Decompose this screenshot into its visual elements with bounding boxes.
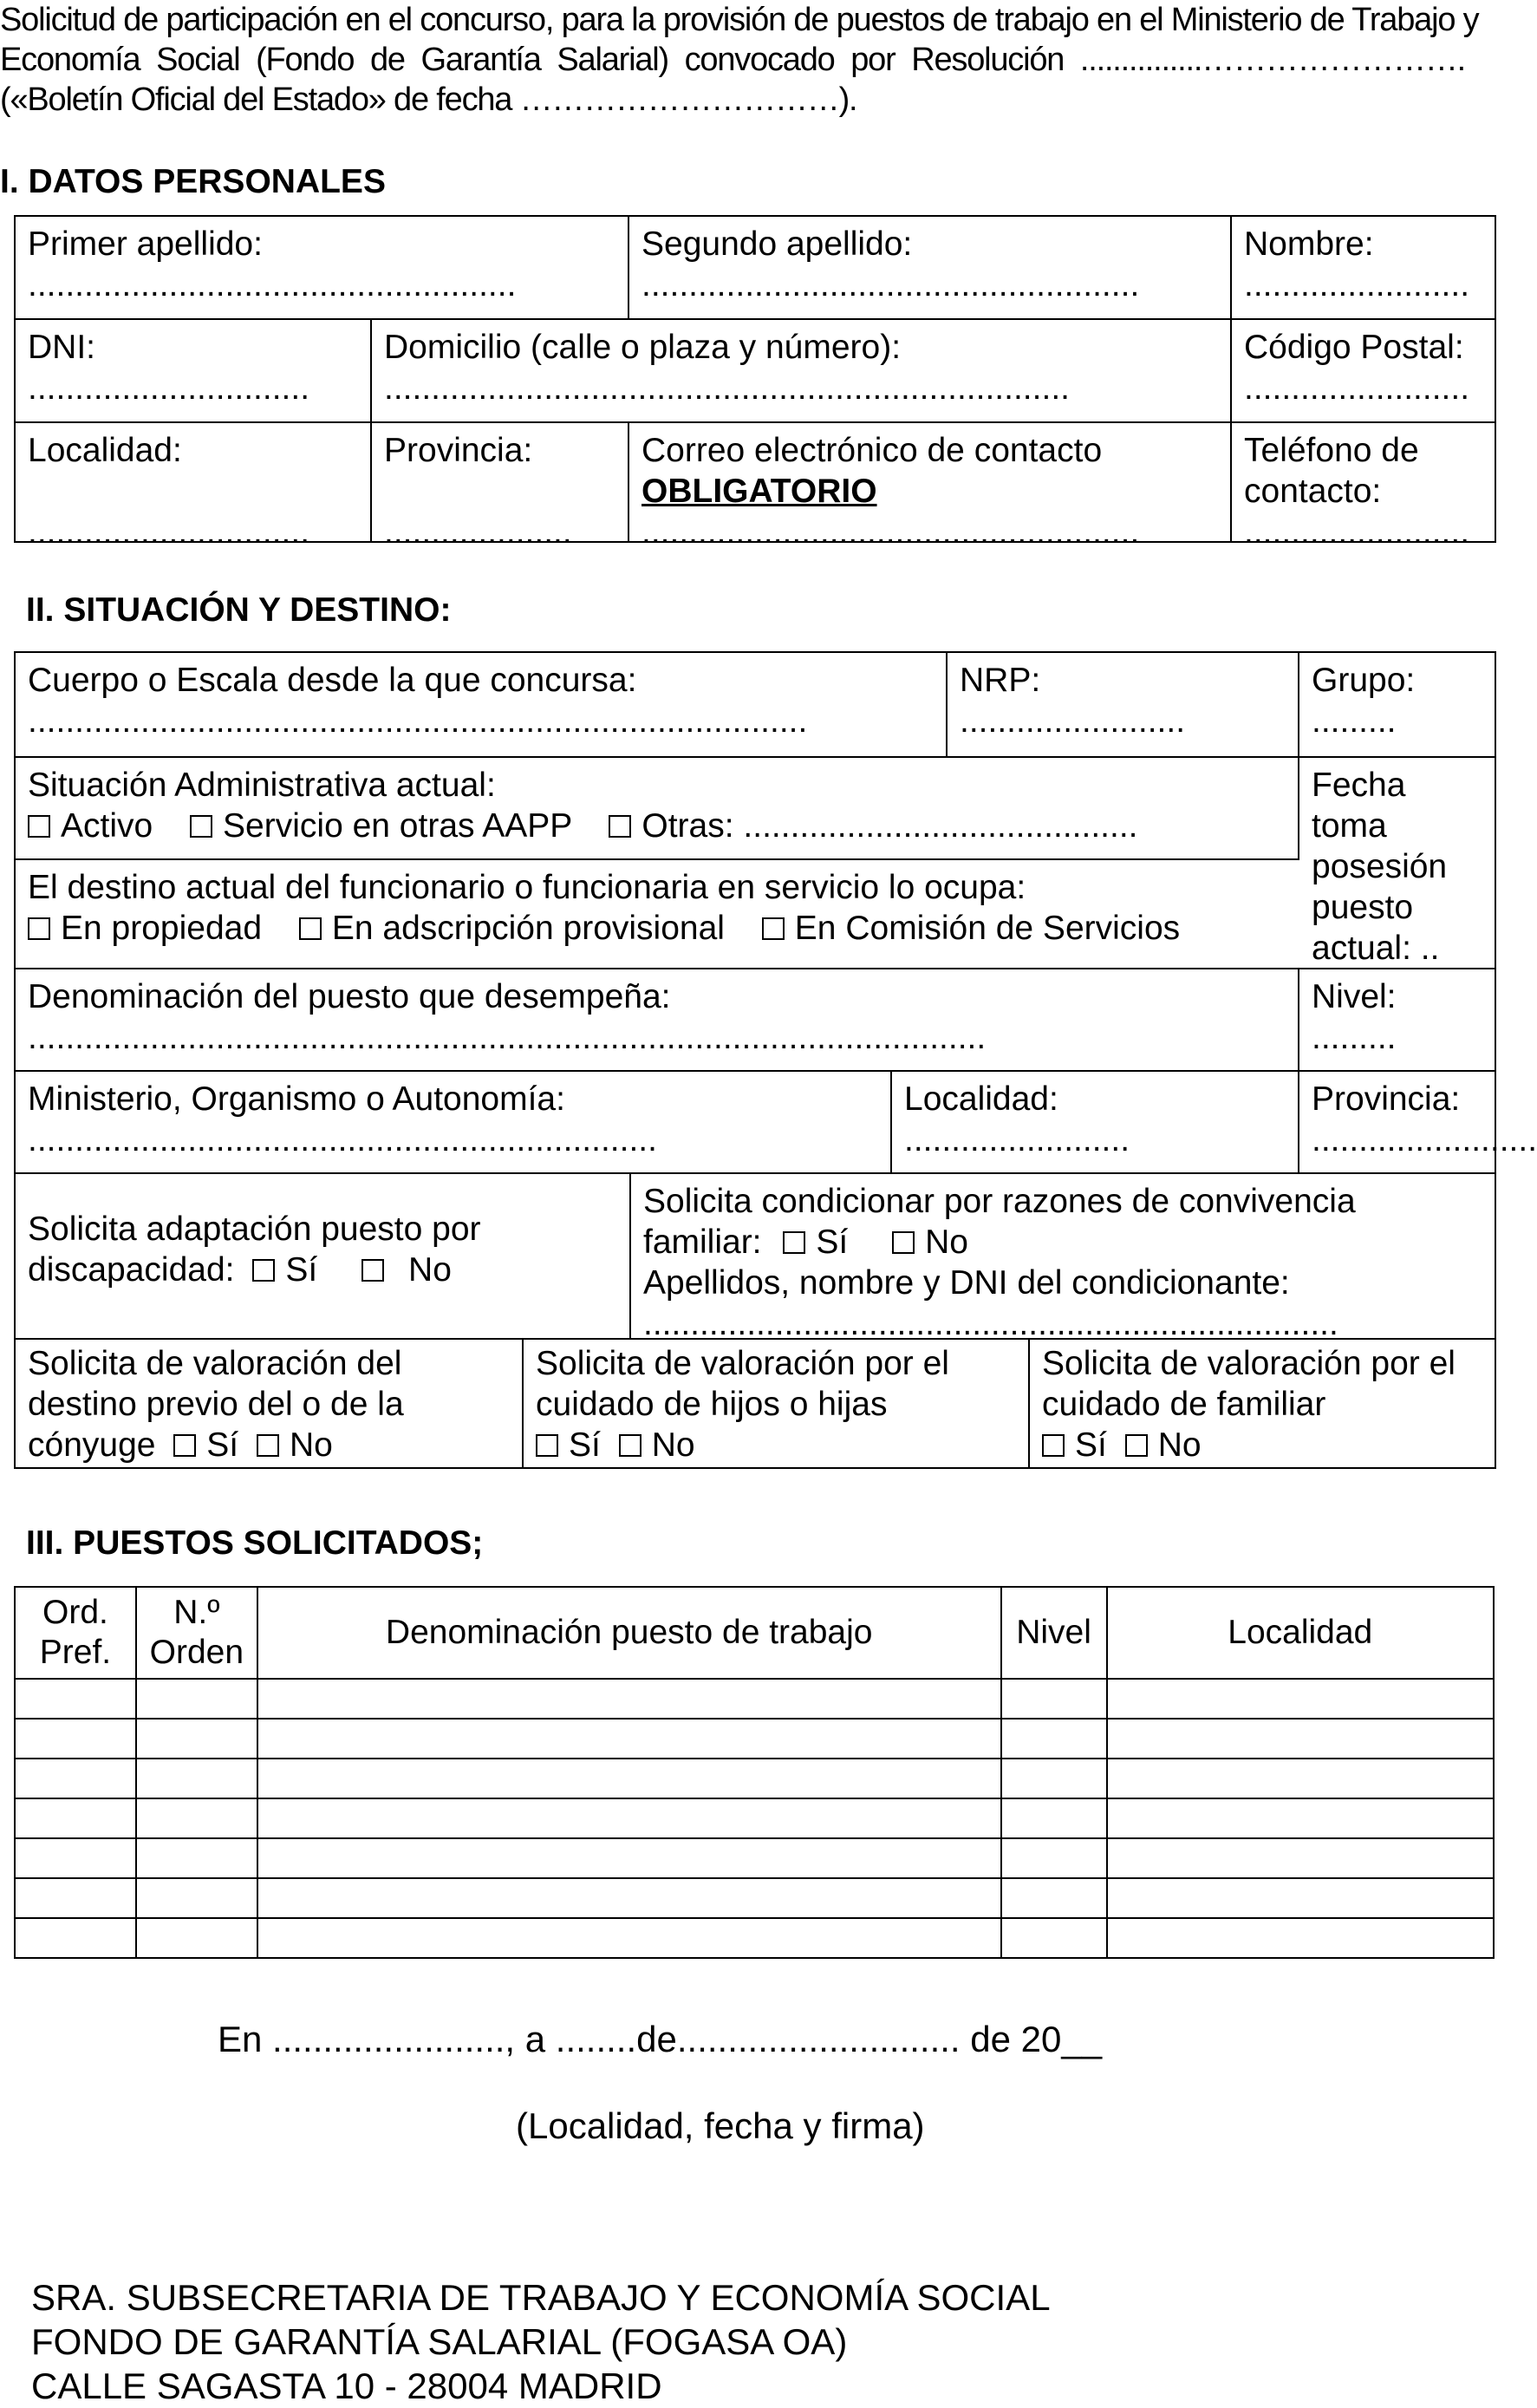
segundo-apellido-field[interactable] <box>629 217 1232 320</box>
puestos-header-row <box>15 1587 1494 1679</box>
table-cell[interactable] <box>15 1878 136 1918</box>
nrp-label: NRP: <box>960 662 1041 699</box>
fecha-line: En ......................., a ........de............................ de 20__ <box>218 2019 1103 2059</box>
condicionante-label: Apellidos, nombre y DNI del condicionante: <box>643 1264 1290 1302</box>
table-cell[interactable] <box>136 1719 257 1759</box>
otras-label: Otras: .......................................... <box>642 807 1138 845</box>
servicio-otras-label: Servicio en otras AAPP <box>223 807 572 845</box>
comision-label: En Comisión de Servicios <box>794 910 1181 947</box>
hijos-si-label: Sí <box>569 1426 601 1464</box>
valoracion-conyuge-label-2: destino previo del o de la <box>28 1386 404 1423</box>
denominacion-dots: ...................................................................................................... <box>28 1019 987 1056</box>
codigo-postal-field[interactable] <box>1232 320 1496 423</box>
primer-apellido-field[interactable] <box>16 217 629 320</box>
convivencia-no-label: No <box>925 1224 968 1261</box>
provincia-destino-field[interactable] <box>1299 1072 1537 1174</box>
col-nivel-header: Nivel <box>1001 1587 1107 1679</box>
correo-dots: ..................................................... <box>642 513 1140 551</box>
destinatario-block <box>31 2275 1051 2408</box>
puestos-table <box>14 1586 1495 1959</box>
propiedad-label: En propiedad <box>61 910 263 947</box>
valoracion-conyuge-label-3: cónyuge <box>28 1426 156 1464</box>
ministerio-field[interactable] <box>16 1072 892 1174</box>
table-row <box>15 1918 1494 1958</box>
table-cell[interactable] <box>1107 1759 1494 1798</box>
destino-label: El destino actual del funcionario o funcionaria en servicio lo ocupa: <box>28 869 1026 906</box>
grupo-field[interactable] <box>1299 653 1496 758</box>
table-row <box>15 1838 1494 1878</box>
ministerio-label: Ministerio, Organismo o Autonomía: <box>28 1080 565 1118</box>
denominacion-label: Denominación del puesto que desempeña: <box>28 978 671 1015</box>
localidad-destino-field[interactable] <box>892 1072 1299 1174</box>
table-cell[interactable] <box>1107 1918 1494 1958</box>
nombre-dots: ........................ <box>1244 266 1470 303</box>
table-cell[interactable] <box>257 1918 1001 1958</box>
convivencia-si-label: Sí <box>816 1224 849 1261</box>
intro-line-2: Economía Social (Fondo de Garantía Salarial) convocado por Resolución ...............……………………. <box>0 42 1465 78</box>
section-2-title: II. SITUACIÓN Y DESTINO: <box>26 591 452 629</box>
conyuge-no-label: No <box>290 1426 333 1464</box>
familiar-no-checkbox[interactable] <box>1125 1434 1148 1457</box>
grupo-label: Grupo: <box>1312 662 1416 699</box>
table-cell[interactable] <box>257 1798 1001 1838</box>
destinatario-line-1: SRA. SUBSECRETARIA DE TRABAJO Y ECONOMÍA SOCIAL <box>31 2277 1051 2318</box>
conyuge-si-checkbox[interactable] <box>173 1434 196 1457</box>
valoracion-conyuge-field <box>16 1340 524 1467</box>
provincia-field[interactable] <box>372 423 629 551</box>
valoracion-familiar-field <box>1030 1340 1495 1467</box>
destinatario-line-2: FONDO DE GARANTÍA SALARIAL (FOGASA OA) <box>31 2321 848 2362</box>
localidad-dots: .............................. <box>28 513 310 551</box>
correo-label: Correo electrónico de contacto <box>642 432 1103 469</box>
primer-apellido-dots: .................................................... <box>28 266 517 303</box>
dni-label: DNI: <box>28 329 95 366</box>
adaptacion-si-label: Sí <box>285 1251 318 1289</box>
localidad-destino-label: Localidad: <box>904 1080 1058 1118</box>
table-cell[interactable] <box>1001 1679 1107 1719</box>
domicilio-field[interactable] <box>372 320 1232 423</box>
table-row <box>15 1679 1494 1719</box>
col-ord-pref-header: Ord. Pref. <box>15 1587 136 1679</box>
adaptacion-no-checkbox[interactable] <box>361 1259 384 1282</box>
table-row <box>15 1798 1494 1838</box>
cuerpo-field[interactable] <box>16 653 948 758</box>
convivencia-no-checkbox[interactable] <box>892 1231 915 1254</box>
hijos-no-label: No <box>651 1426 695 1464</box>
servicio-otras-checkbox[interactable] <box>190 815 212 838</box>
destinatario-line-3: CALLE SAGASTA 10 - 28004 MADRID <box>31 2366 662 2406</box>
situacion-label: Situación Administrativa actual: <box>28 767 496 804</box>
familiar-si-label: Sí <box>1075 1426 1107 1464</box>
provincia-destino-label: Provincia: <box>1312 1080 1461 1118</box>
table-cell[interactable] <box>1107 1679 1494 1719</box>
col-denominacion-header: Denominación puesto de trabajo <box>257 1587 1001 1679</box>
telefono-dots: ........................ <box>1244 513 1470 551</box>
adaptacion-si-checkbox[interactable] <box>252 1259 275 1282</box>
adaptacion-no-label: No <box>408 1251 452 1289</box>
table-cell[interactable] <box>15 1798 136 1838</box>
segundo-apellido-label: Segundo apellido: <box>642 225 913 263</box>
activo-checkbox[interactable] <box>28 815 50 838</box>
table-cell[interactable] <box>1107 1878 1494 1918</box>
situation-table <box>14 651 1537 1469</box>
destino-field <box>16 860 1496 969</box>
segundo-apellido-dots: ..................................................... <box>642 266 1140 303</box>
table-cell[interactable] <box>1001 1918 1107 1958</box>
table-cell[interactable] <box>1107 1838 1494 1878</box>
grupo-dots: ......... <box>1312 702 1397 740</box>
table-cell[interactable] <box>136 1798 257 1838</box>
comision-checkbox[interactable] <box>762 917 785 940</box>
table-row <box>15 1878 1494 1918</box>
discapacidad-label: discapacidad: <box>28 1251 235 1289</box>
section-3-title: III. PUESTOS SOLICITADOS; <box>26 1524 484 1562</box>
denominacion-field[interactable] <box>16 969 1299 1072</box>
propiedad-checkbox[interactable] <box>28 917 50 940</box>
familiar-no-label: No <box>1157 1426 1202 1464</box>
table-cell[interactable] <box>1107 1798 1494 1838</box>
convivencia-si-checkbox[interactable] <box>783 1231 805 1254</box>
correo-field[interactable] <box>629 423 1232 551</box>
valoracion-familiar-label-1: Solicita de valoración por el <box>1042 1345 1456 1382</box>
localidad-label: Localidad: <box>28 432 182 469</box>
nombre-field[interactable] <box>1232 217 1496 320</box>
domicilio-label: Domicilio (calle o plaza y número): <box>384 329 902 366</box>
provincia-dots: .................... <box>384 513 572 551</box>
table-cell[interactable] <box>136 1918 257 1958</box>
intro-line-3: («Boletín Oficial del Estado» de fecha …………………………). <box>0 82 857 118</box>
col-localidad-header: Localidad <box>1107 1587 1494 1679</box>
convivencia-label: Solicita condicionar por razones de convivencia <box>643 1183 1356 1220</box>
convivencia-field <box>631 1174 1496 1340</box>
table-row <box>15 1719 1494 1759</box>
nivel-label: Nivel: <box>1312 978 1397 1015</box>
table-cell[interactable] <box>15 1918 136 1958</box>
conyuge-no-checkbox[interactable] <box>257 1434 279 1457</box>
hijos-no-checkbox[interactable] <box>619 1434 642 1457</box>
col-n-orden-header: N.º Orden <box>136 1587 257 1679</box>
table-cell[interactable] <box>15 1679 136 1719</box>
activo-label: Activo <box>61 807 153 845</box>
telefono-label: Teléfono de contacto: <box>1244 432 1419 510</box>
nivel-field[interactable] <box>1299 969 1496 1072</box>
table-cell[interactable] <box>1001 1759 1107 1798</box>
table-cell[interactable] <box>1001 1838 1107 1878</box>
table-cell[interactable] <box>257 1878 1001 1918</box>
otras-checkbox[interactable] <box>609 815 631 838</box>
table-cell[interactable] <box>136 1759 257 1798</box>
table-row <box>15 1759 1494 1798</box>
valoracion-hijos-label-2: cuidado de hijos o hijas <box>536 1386 888 1423</box>
table-cell[interactable] <box>257 1838 1001 1878</box>
hijos-si-checkbox[interactable] <box>536 1434 558 1457</box>
table-cell[interactable] <box>1001 1719 1107 1759</box>
primer-apellido-label: Primer apellido: <box>28 225 263 263</box>
table-cell[interactable] <box>1001 1798 1107 1838</box>
localidad-field[interactable] <box>16 423 372 551</box>
ministerio-dots: ................................................................... <box>28 1121 657 1158</box>
table-cell[interactable] <box>257 1719 1001 1759</box>
table-cell[interactable] <box>257 1679 1001 1719</box>
telefono-field[interactable] <box>1232 423 1496 551</box>
provincia-label: Provincia: <box>384 432 533 469</box>
localidad-destino-dots: ........................ <box>904 1121 1130 1158</box>
intro-line-1: Solicitud de participación en el concurso, para la provisión de puestos de trabajo en el Ministerio de Trabajo y <box>0 2 1479 38</box>
dni-field[interactable] <box>16 320 372 423</box>
intro-text <box>0 0 1479 120</box>
personal-data-table <box>14 215 1496 551</box>
adaptacion-field <box>16 1174 631 1340</box>
firma-label: (Localidad, fecha y firma) <box>516 2105 925 2146</box>
valoracion-hijos-label-1: Solicita de valoración por el <box>536 1345 949 1382</box>
table-cell[interactable] <box>15 1838 136 1878</box>
situacion-field <box>16 758 1299 860</box>
table-cell[interactable] <box>1001 1878 1107 1918</box>
nombre-label: Nombre: <box>1244 225 1374 263</box>
table-cell[interactable] <box>136 1679 257 1719</box>
codigo-postal-dots: ........................ <box>1244 369 1470 407</box>
table-cell[interactable] <box>257 1759 1001 1798</box>
fecha-toma-label: Fecha toma posesión puesto actual: .. <box>1312 767 1448 967</box>
adscripcion-checkbox[interactable] <box>299 917 322 940</box>
table-cell[interactable] <box>1107 1719 1494 1759</box>
familiar-label: familiar: <box>643 1224 762 1261</box>
cuerpo-dots: ................................................................................... <box>28 702 808 740</box>
adscripcion-label: En adscripción provisional <box>331 910 725 947</box>
codigo-postal-label: Código Postal: <box>1244 329 1464 366</box>
domicilio-dots: ......................................................................... <box>384 369 1070 407</box>
nrp-field[interactable] <box>948 653 1299 758</box>
familiar-si-checkbox[interactable] <box>1042 1434 1065 1457</box>
adaptacion-label: Solicita adaptación puesto por <box>28 1211 481 1248</box>
section-1-title: I. DATOS PERSONALES <box>0 163 386 200</box>
correo-obligatorio-label: OBLIGATORIO <box>642 473 877 510</box>
valoracion-row <box>16 1340 1496 1469</box>
table-cell[interactable] <box>15 1759 136 1798</box>
table-cell[interactable] <box>136 1838 257 1878</box>
valoracion-conyuge-label-1: Solicita de valoración del <box>28 1345 402 1382</box>
valoracion-familiar-label-2: cuidado de familiar <box>1042 1386 1326 1423</box>
condicionante-dots: .......................................................................... <box>643 1305 1338 1342</box>
nrp-dots: ........................ <box>960 702 1186 740</box>
valoracion-hijos-field <box>524 1340 1030 1467</box>
nivel-dots: ......... <box>1312 1019 1397 1056</box>
provincia-destino-dots: ........................ <box>1312 1121 1537 1158</box>
table-cell[interactable] <box>15 1719 136 1759</box>
dni-dots: .............................. <box>28 369 310 407</box>
conyuge-si-label: Sí <box>206 1426 239 1464</box>
table-cell[interactable] <box>136 1878 257 1918</box>
cuerpo-label: Cuerpo o Escala desde la que concursa: <box>28 662 637 699</box>
